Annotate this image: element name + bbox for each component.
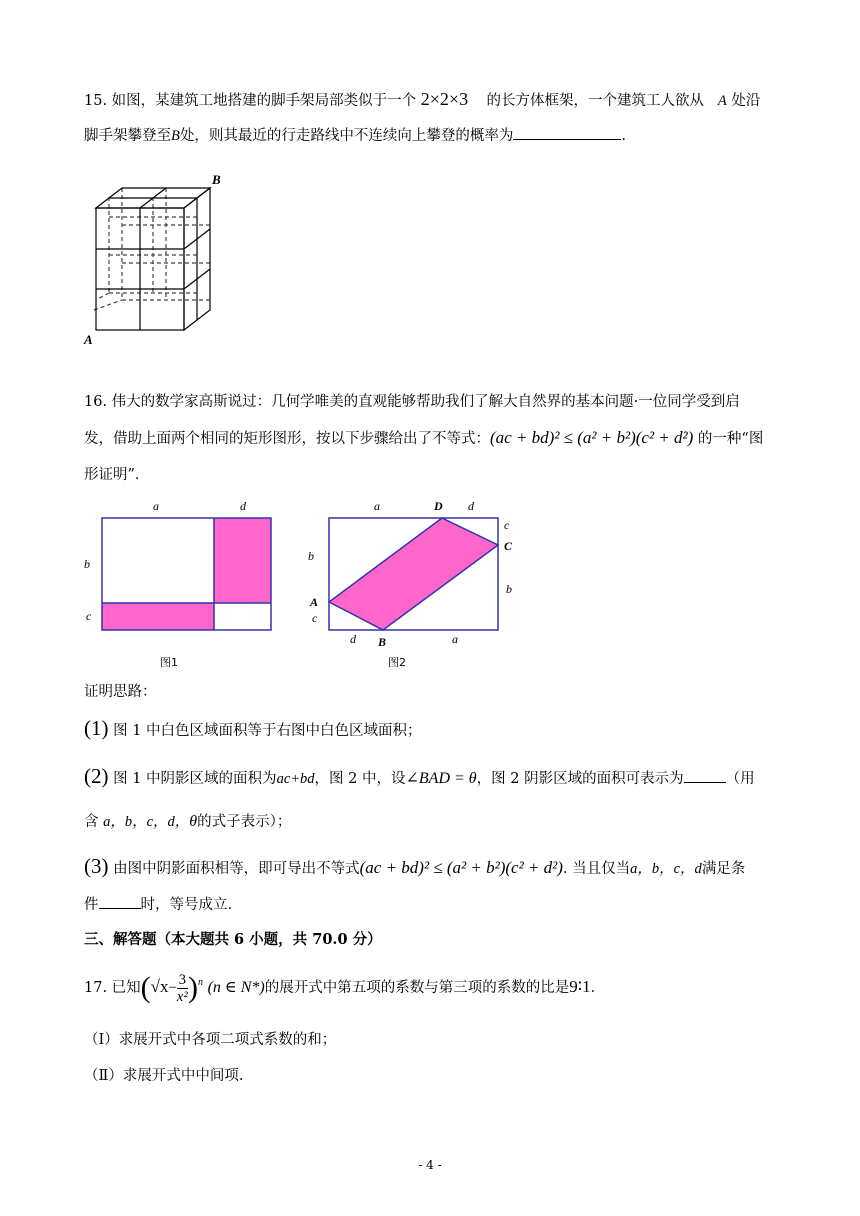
svg-text:c: c xyxy=(504,518,510,532)
page-number: - 4 - xyxy=(418,1158,442,1172)
q16-line-2: 发，借助上面两个相同的矩形图形，按以下步骤给出了不等式：(ac + bd)² ≤ (a² + b²)(c² + d²) 的一种“图 xyxy=(84,428,764,447)
svg-text:图1: 图1 xyxy=(160,656,178,669)
svg-text:d: d xyxy=(240,499,246,513)
q15-dims: 2×2×3 xyxy=(420,89,469,109)
svg-text:c: c xyxy=(312,611,318,625)
svg-text:A: A xyxy=(310,595,319,609)
q16-condition-blank xyxy=(99,894,141,909)
q17-line-1: 17. 已知(√x− $\frac{3}{\text{x²}}$ )$^n$ (n ∈ N*)的展开式中第五项的系数与第三项的系数的比是9∶1． xyxy=(84,971,606,1005)
q16-line-1: 16. 伟大的数学家高斯说过：几何学唯美的直观能够帮助我们了解大自然界的基本问题·一位同学受到启 xyxy=(84,394,740,410)
svg-text:D: D xyxy=(434,499,443,513)
q16-step-2-line-2: 含 a，b，c，d，θ的式子表示）； xyxy=(84,813,292,830)
q16-step-3-line-2: 件 时，等号成立． xyxy=(84,894,242,915)
svg-text:c: c xyxy=(86,609,92,623)
svg-text:C: C xyxy=(504,539,513,553)
q15-line-1: 15. 如图，某建筑工地搭建的脚手架局部类似于一个 2×2×3 的长方体框架，一个建筑工人欲从 A 处沿 xyxy=(84,89,761,109)
q16-proof-title: 证明思路： xyxy=(84,684,157,700)
q15-answer-blank xyxy=(513,125,621,140)
svg-text:d: d xyxy=(350,632,356,646)
svg-text:a: a xyxy=(153,499,159,513)
section-3-title: 三、解答题（本大题共 6 小题，共 70.0 分） xyxy=(84,931,382,948)
q15-label-b: B xyxy=(212,172,221,187)
q16-line-3: 形证明”． xyxy=(84,467,150,483)
svg-text:b: b xyxy=(308,549,314,563)
q16-area-blank xyxy=(684,768,726,783)
q17-fraction: $\frac{3}{\text{x²}}$ xyxy=(176,971,188,1005)
svg-text:a: a xyxy=(374,499,380,513)
svg-text:d: d xyxy=(468,499,474,513)
q16-figure-1 xyxy=(78,496,288,672)
svg-text:b: b xyxy=(506,582,512,596)
svg-text:B: B xyxy=(378,635,387,649)
q15-scaffold-figure xyxy=(82,170,232,348)
q16-step-2-line-1: (2) 图 1 中阴影区域的面积为ac+bd，图 2 中，设∠BAD = θ，图 2 阴影区域的面积可表示为 （用 xyxy=(84,764,755,788)
svg-text:图2: 图2 xyxy=(388,656,406,669)
svg-text:b: b xyxy=(84,557,90,571)
q15-line-2: 脚手架攀登至B处，则其最近的行走路线中不连续向上攀登的概率为 . xyxy=(84,125,626,146)
svg-text:a: a xyxy=(452,632,458,646)
q16-step-3-line-1: (3) 由图中阴影面积相等，即可导出不等式(ac + bd)² ≤ (a² + b²)(c² + d²). 当且仅当a，b，c，d满足条 xyxy=(84,854,746,878)
q17-part-2: （Ⅱ）求展开式中中间项. xyxy=(84,1068,244,1084)
q17-part-1: （Ⅰ）求展开式中各项二项式系数的和； xyxy=(84,1032,337,1048)
q15-label-a: A xyxy=(84,332,93,347)
q16-figure-2 xyxy=(300,496,530,672)
q16-step-1: (1) 图 1 中白色区域面积等于右图中白色区域面积； xyxy=(84,716,422,740)
q16-inequality: (ac + bd)² ≤ (a² + b²)(c² + d²) xyxy=(490,428,694,447)
